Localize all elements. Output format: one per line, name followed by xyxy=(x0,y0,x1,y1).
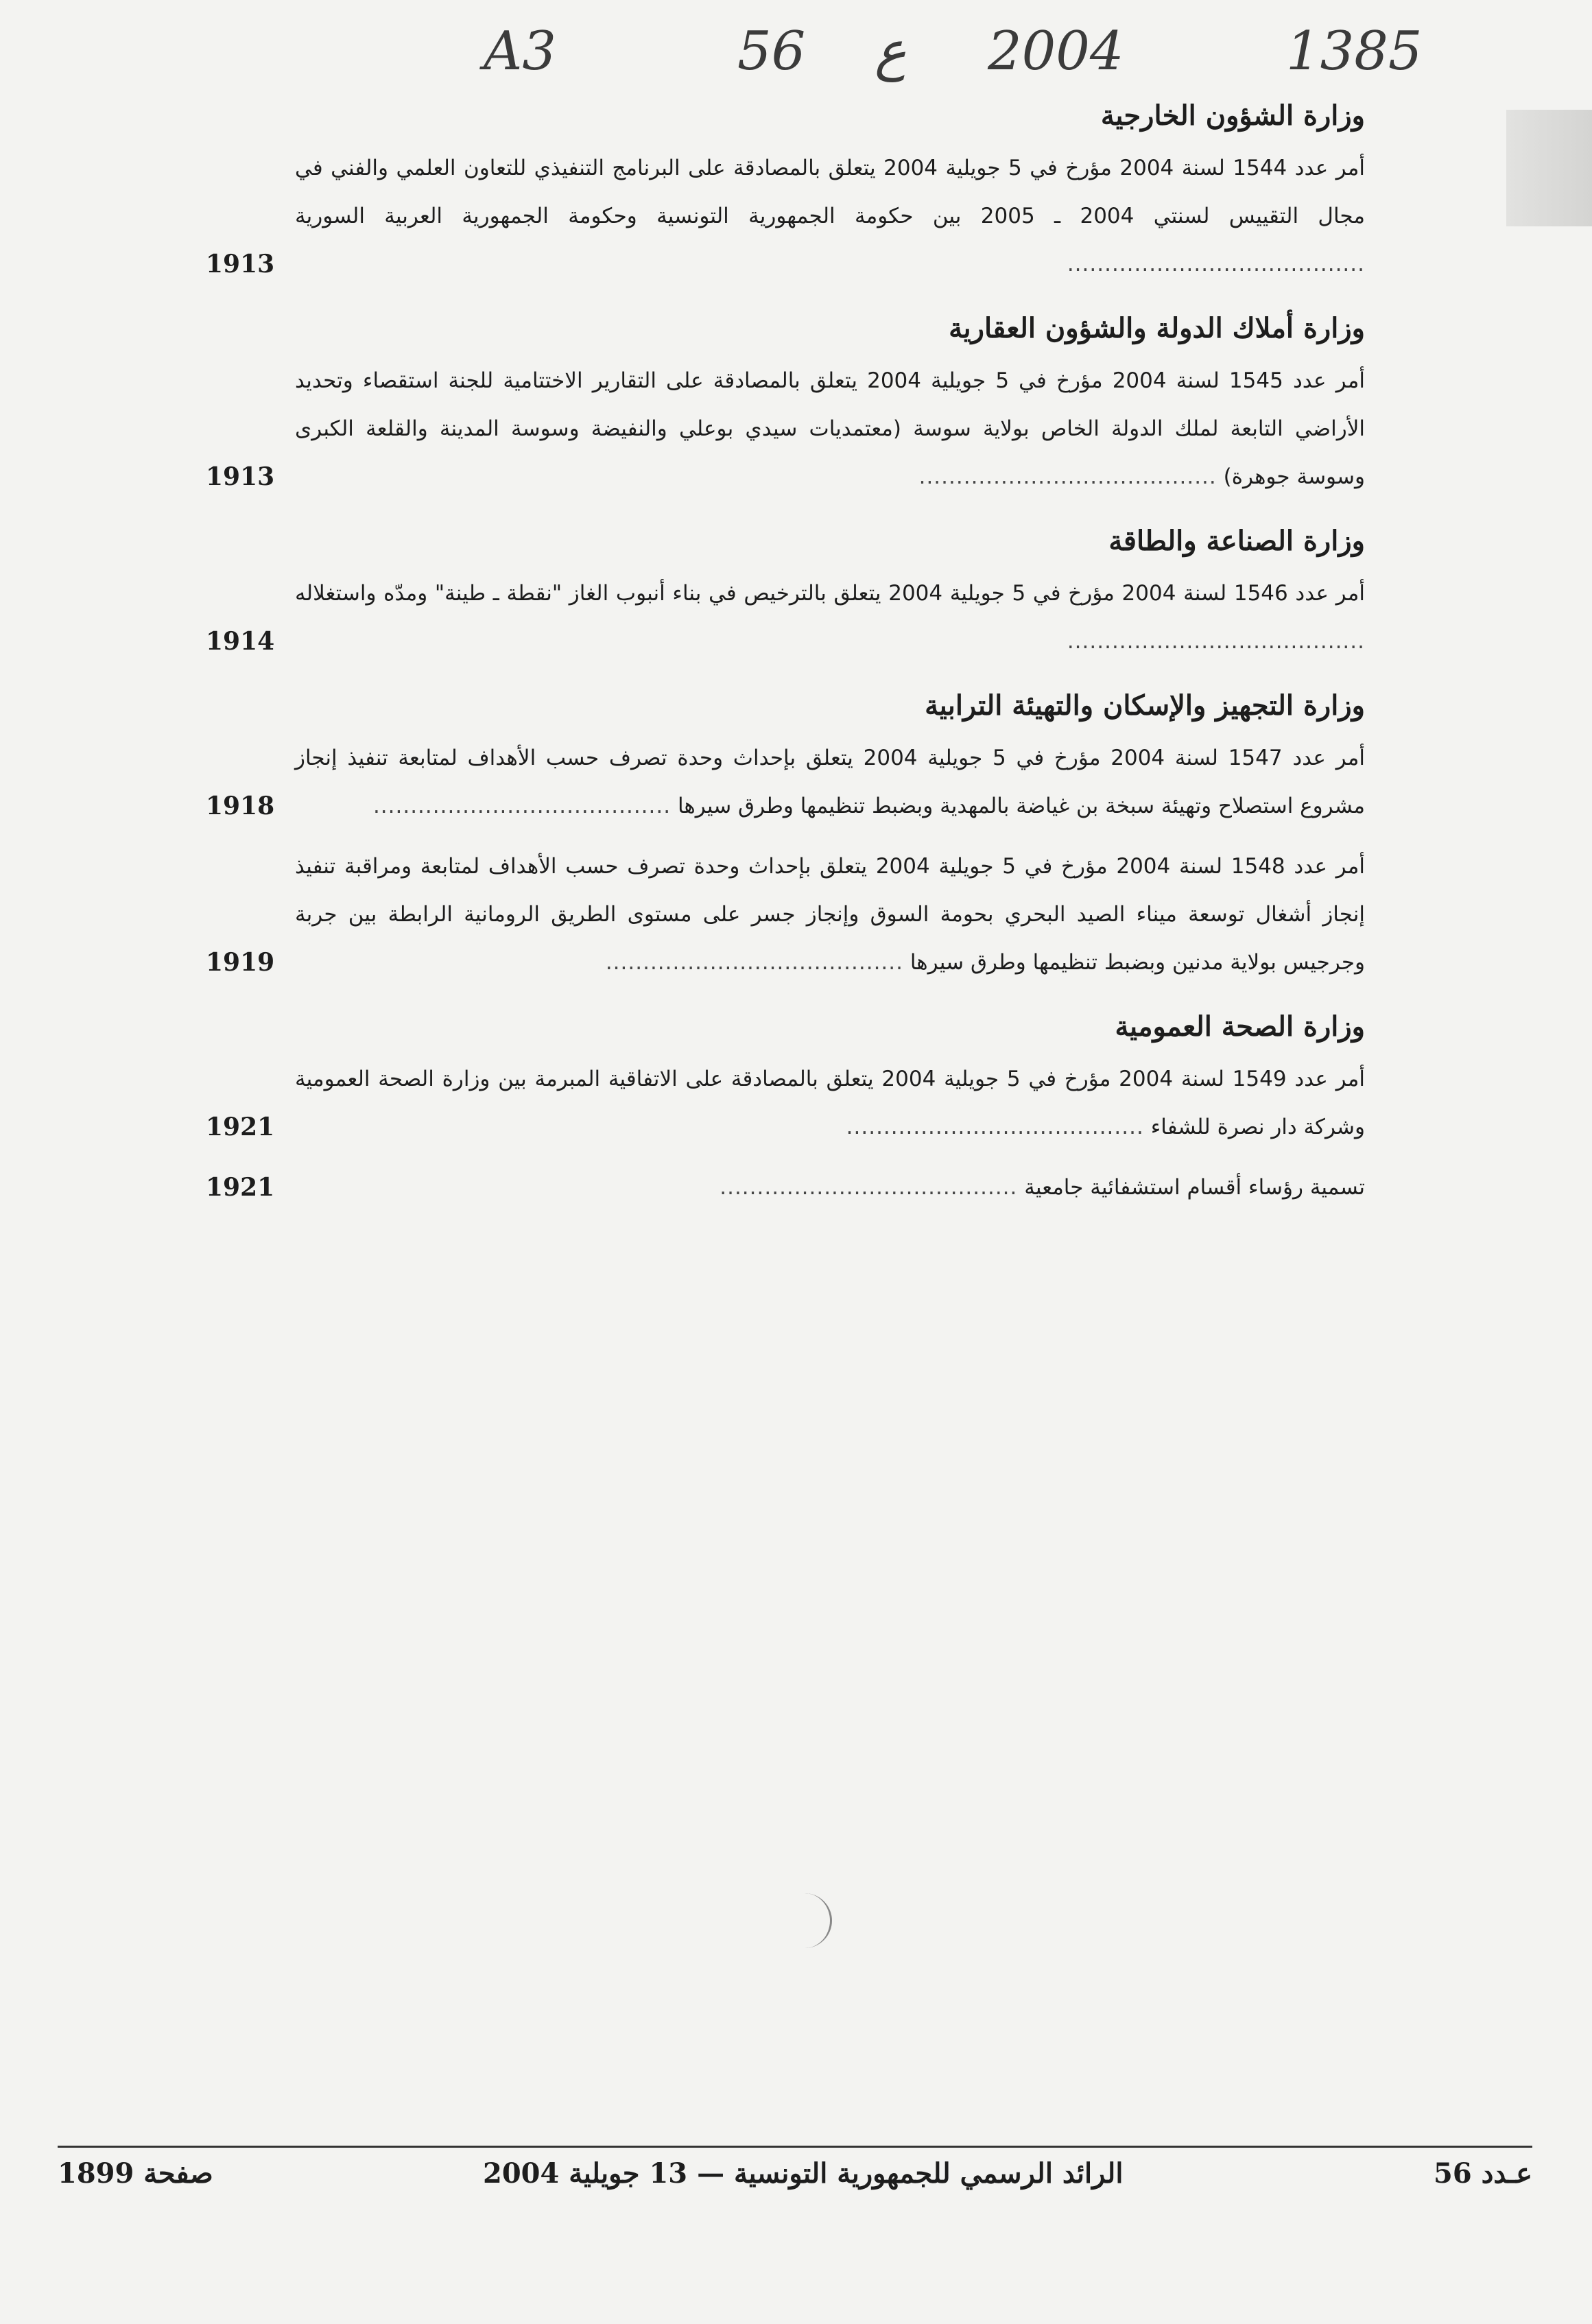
section-equipment-housing xyxy=(206,686,1365,986)
entry-page-number: 1913 xyxy=(206,250,275,278)
toc-entry xyxy=(206,734,1365,830)
section-title: وزارة الصناعة والطاقة xyxy=(1108,525,1365,557)
toc-entry xyxy=(206,357,1365,501)
scan-edge-shadow xyxy=(1506,110,1592,226)
footer-issue-number: عـدد 56 xyxy=(1434,2157,1532,2190)
footer-publication-title: الرائد الرسمي للجمهورية التونسية — 13 جويلية 2004 xyxy=(483,2157,1124,2190)
entry-text: أمر عدد 1549 لسنة 2004 مؤرخ في 5 جويلية 2004 يتعلق بالمصادقة على الاتفاقية المبرمة بين وزارة الصحة العمومية وشركة دار نصرة للشفاء xyxy=(295,1067,1365,1139)
section-public-health xyxy=(206,1007,1365,1211)
toc-entry xyxy=(206,569,1365,665)
leader-dots: ........................................ xyxy=(720,1175,1018,1200)
section-title: وزارة الصحة العمومية xyxy=(1115,1010,1365,1043)
entry-page-number: 1921 xyxy=(206,1173,275,1202)
handwritten-note: 1385 xyxy=(1286,21,1423,82)
footer-page-number: صفحة 1899 xyxy=(58,2157,213,2190)
leader-dots: ........................................ xyxy=(1067,629,1365,654)
scan-mark xyxy=(789,1893,832,1948)
toc-entry xyxy=(206,1055,1365,1151)
handwritten-note: 2004 xyxy=(988,21,1124,82)
leader-dots: ........................................ xyxy=(918,464,1217,489)
leader-dots: ........................................ xyxy=(846,1115,1144,1139)
section-title: وزارة التجهيز والإسكان والتهيئة الترابية xyxy=(925,689,1365,722)
entry-text: أمر عدد 1544 لسنة 2004 مؤرخ في 5 جويلية 2004 يتعلق بالمصادقة على البرنامج التنفيذي للتعاون العلمي والفني في مجال التقييس لسنتي 2004 ـ 2005 بين حكومة الجمهورية التونسية وحكومة الجمهورية العربية السورية xyxy=(295,156,1365,228)
section-title: وزارة أملاك الدولة والشؤون العقارية xyxy=(949,312,1365,344)
entry-page-number: 1919 xyxy=(206,948,275,977)
handwritten-note: A3 xyxy=(484,21,556,82)
entry-text: تسمية رؤساء أقسام استشفائية جامعية xyxy=(1024,1175,1365,1200)
entry-text: أمر عدد 1545 لسنة 2004 مؤرخ في 5 جويلية 2004 يتعلق بالمصادقة على التقارير الاختتامية للجنة استقصاء وتحديد الأراضي التابعة لملك الدولة الخاص بولاية سوسة (معتمديات سيدي بوعلي والنفيضة وسوسة المدينة والقلعة الكبرى وسوسة جوهرة) xyxy=(295,368,1365,489)
entry-text: أمر عدد 1547 لسنة 2004 مؤرخ في 5 جويلية 2004 يتعلق بإحداث وحدة تصرف حسب الأهداف لمتابعة تنفيذ إنجاز مشروع استصلاح وتهيئة سبخة بن غياضة بالمهدية وبضبط تنظيمها وطرق سيرها xyxy=(295,746,1365,818)
entry-page-number: 1921 xyxy=(206,1113,275,1141)
entry-text: أمر عدد 1548 لسنة 2004 مؤرخ في 5 جويلية 2004 يتعلق بإحداث وحدة تصرف حسب الأهداف لمتابعة ومراقبة تنفيذ إنجاز أشغال توسعة ميناء الصيد البحري بحومة السوق وإنجاز جسر على مستوى الطريق الرومانية الرابطة بين جربة وجرجيس بولاية مدنين وبضبط تنظيمها وطرق سيرها xyxy=(295,854,1365,975)
leader-dots: ........................................ xyxy=(1067,252,1365,276)
table-of-contents xyxy=(206,96,1365,1232)
footer-divider xyxy=(58,2146,1532,2148)
entry-text: أمر عدد 1546 لسنة 2004 مؤرخ في 5 جويلية 2004 يتعلق بالترخيص في بناء أنبوب الغاز "نقطة ـ طينة" ومدّه واستغلاله xyxy=(295,581,1365,606)
handwritten-annotation xyxy=(0,14,1592,89)
entry-page-number: 1918 xyxy=(206,792,275,820)
section-industry-energy xyxy=(206,521,1365,665)
section-foreign-affairs xyxy=(206,96,1365,288)
entry-page-number: 1913 xyxy=(206,462,275,491)
toc-entry xyxy=(206,144,1365,288)
page-footer xyxy=(58,2157,1532,2198)
handwritten-note: ع xyxy=(875,21,907,82)
handwritten-note: 56 xyxy=(737,21,806,82)
section-state-property xyxy=(206,309,1365,501)
entry-page-number: 1914 xyxy=(206,627,275,656)
section-title: وزارة الشؤون الخارجية xyxy=(1100,99,1365,132)
toc-entry xyxy=(206,842,1365,986)
leader-dots: ........................................ xyxy=(605,950,903,975)
leader-dots: ........................................ xyxy=(372,794,672,818)
toc-entry xyxy=(206,1163,1365,1211)
